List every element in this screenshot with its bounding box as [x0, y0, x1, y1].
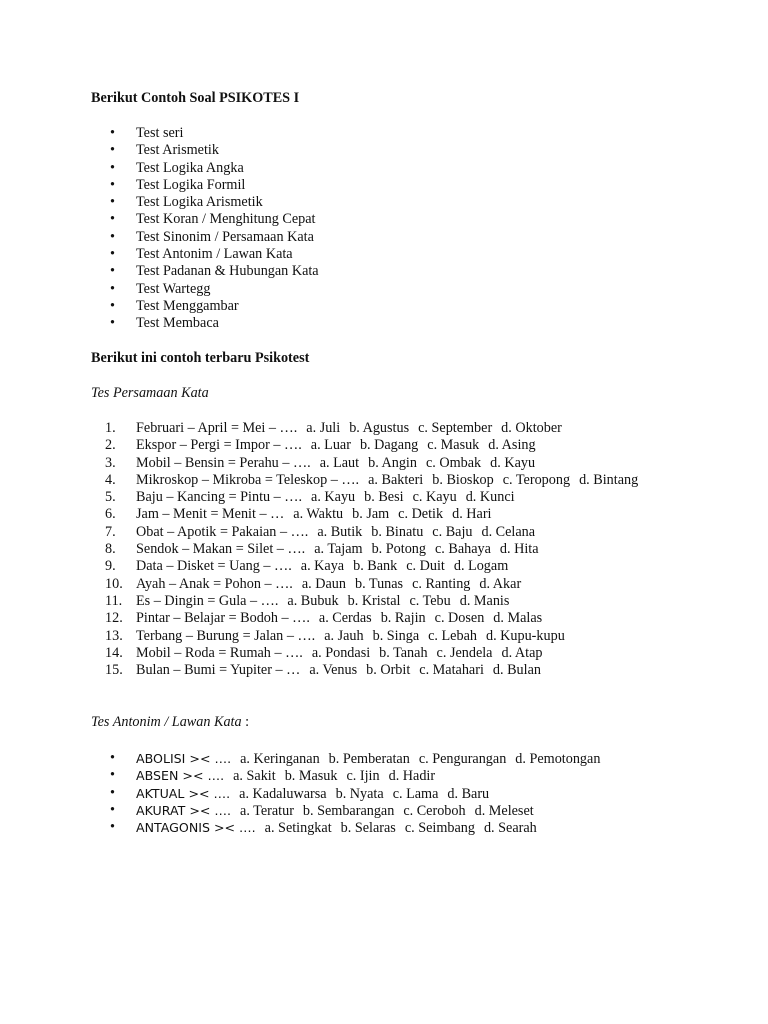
question-number: 1.: [105, 420, 116, 436]
answer-option: d. Atap: [501, 644, 543, 661]
question-text: Februari – April = Mei – ….: [136, 420, 298, 436]
answer-option: a. Butik: [317, 523, 363, 540]
question-item: [110, 767, 600, 784]
answer-option: b. Potong: [371, 541, 426, 558]
answer-option: c. Ranting: [412, 575, 471, 592]
question-word: ABSEN >< ….: [136, 768, 225, 784]
question-text: Jam – Menit = Menit – …: [136, 506, 285, 523]
answer-option: c. Bahaya: [434, 541, 491, 558]
question-item: [105, 576, 645, 593]
question-number: 8.: [105, 541, 116, 558]
answer-option: d. Bulan: [492, 662, 541, 679]
question-item: [105, 437, 645, 454]
heading-contoh-soal: Berikut Contoh Soal PSIKOTES I: [91, 90, 300, 106]
answer-option: a. Venus: [309, 662, 358, 679]
answer-option: d. Kupu-kupu: [485, 627, 565, 644]
question-number: 6.: [105, 506, 116, 523]
answer-option: c. Detik: [398, 506, 444, 523]
test-type-list: [110, 125, 319, 333]
answer-option: d. Bintang: [579, 471, 639, 488]
answer-option: b. Bioskop: [432, 471, 494, 488]
section-title-antonim-text: Tes Antonim / Lawan Kata: [91, 714, 242, 730]
list-item: • Test Membaca: [110, 315, 319, 332]
question-word: ABOLISI >< ….: [136, 751, 232, 766]
question-text: Terbang – Burung = Jalan – ….: [136, 627, 316, 644]
antonim-question-list: [110, 750, 600, 836]
answer-option: a. Jauh: [324, 627, 364, 644]
answer-option: d. Hari: [452, 506, 492, 523]
question-item: [105, 455, 645, 472]
answer-option: a. Sakit: [233, 768, 276, 785]
answer-option: a. Cerdas: [318, 610, 372, 627]
answer-option: c. Dosen: [434, 610, 485, 627]
section-title-antonim: [91, 714, 249, 731]
answer-option: d. Manis: [459, 592, 510, 609]
answer-option: a. Juli: [306, 420, 341, 436]
question-number: 15.: [105, 662, 123, 679]
answer-option: b. Kristal: [347, 592, 401, 609]
list-item: • Test Antonim / Lawan Kata: [110, 246, 319, 263]
question-text: Obat – Apotik = Pakaian – ….: [136, 523, 309, 540]
question-number: 10.: [105, 575, 123, 592]
answer-option: c. September: [418, 420, 493, 436]
answer-option: d. Hita: [499, 541, 539, 558]
question-text: Mobil – Bensin = Perahu – ….: [136, 454, 311, 471]
answer-option: b. Jam: [352, 506, 390, 523]
answer-option: a. Kayu: [311, 489, 356, 506]
answer-option: d. Akar: [479, 575, 522, 592]
answer-option: d. Baru: [447, 785, 490, 802]
answer-option: d. Celana: [481, 523, 536, 540]
answer-option: c. Baju: [432, 523, 473, 540]
answer-option: b. Dagang: [359, 437, 419, 454]
answer-option: a. Tajam: [314, 541, 363, 558]
question-text: Data – Disket = Uang – ….: [136, 558, 292, 575]
answer-option: d. Malas: [493, 610, 543, 627]
question-word: ANTAGONIS >< ….: [136, 820, 256, 836]
answer-option: b. Tunas: [354, 575, 404, 592]
question-text: Sendok – Makan = Silet – ….: [136, 541, 306, 558]
question-number: 12.: [105, 610, 123, 627]
answer-option: a. Luar: [310, 437, 351, 454]
question-item: [110, 785, 600, 802]
answer-option: a. Bubuk: [287, 592, 339, 609]
answer-option: b. Agustus: [349, 420, 410, 436]
answer-option: d. Logam: [453, 558, 509, 575]
answer-option: d. Pemotongan: [515, 751, 601, 767]
answer-option: c. Duit: [406, 558, 445, 575]
list-item: • Test Padanan & Hubungan Kata: [110, 263, 319, 280]
question-word: AKTUAL >< ….: [136, 785, 231, 801]
answer-option: b. Binatu: [371, 523, 424, 540]
question-text: Bulan – Bumi = Yupiter – …: [136, 662, 301, 679]
answer-option: b. Selaras: [340, 820, 396, 837]
list-item: • Test Arismetik: [110, 142, 319, 159]
question-item: [105, 472, 645, 489]
question-number: 9.: [105, 558, 116, 575]
answer-option: a. Pondasi: [311, 644, 371, 661]
answer-option: c. Lama: [392, 785, 439, 802]
answer-option: c. Teropong: [502, 471, 571, 488]
answer-option: b. Sembarangan: [302, 802, 395, 819]
question-item: [105, 489, 645, 506]
section-title-antonim-suffix: :: [241, 714, 250, 730]
answer-option: d. Searah: [483, 820, 537, 837]
list-item: • Test Logika Angka: [110, 160, 319, 177]
answer-option: d. Meleset: [474, 802, 534, 819]
heading-contoh-terbaru: Berikut ini contoh terbaru Psikotest: [91, 350, 310, 366]
answer-option: d. Kunci: [465, 489, 515, 506]
question-text: Mobil – Roda = Rumah – ….: [136, 644, 303, 661]
answer-option: a. Daun: [301, 575, 346, 592]
answer-option: a. Setingkat: [264, 820, 332, 837]
answer-option: b. Orbit: [366, 662, 411, 679]
question-item: [105, 593, 645, 610]
section-title-persamaan: Tes Persamaan Kata: [91, 385, 209, 401]
answer-option: d. Oktober: [501, 420, 562, 436]
answer-option: b. Pemberatan: [328, 751, 410, 767]
answer-option: c. Matahari: [419, 662, 484, 679]
question-text: Pintar – Belajar = Bodoh – ….: [136, 610, 310, 627]
answer-option: a. Laut: [319, 454, 360, 471]
answer-option: a. Keringanan: [240, 751, 320, 767]
answer-option: d. Asing: [488, 437, 536, 454]
answer-option: a. Bakteri: [368, 471, 424, 488]
answer-option: c. Seimbang: [404, 820, 475, 837]
answer-option: d. Hadir: [388, 768, 436, 785]
answer-option: c. Tebu: [409, 592, 451, 609]
list-item: • Test Koran / Menghitung Cepat: [110, 211, 319, 228]
persamaan-question-list: [105, 420, 645, 679]
question-number: 7.: [105, 523, 116, 540]
question-number: 2.: [105, 437, 116, 454]
question-text: Es – Dingin = Gula – ….: [136, 592, 279, 609]
question-word: AKURAT >< ….: [136, 802, 232, 818]
answer-option: c. Kayu: [412, 489, 457, 506]
answer-option: b. Angin: [368, 454, 417, 471]
question-number: 5.: [105, 489, 116, 506]
question-item: [105, 610, 645, 627]
question-item: [110, 802, 600, 819]
list-item: • Test Wartegg: [110, 281, 319, 298]
answer-option: b. Masuk: [284, 768, 338, 785]
list-item: • Test Menggambar: [110, 298, 319, 315]
answer-option: c. Masuk: [427, 437, 480, 454]
question-text: Mikroskop – Mikroba = Teleskop – ….: [136, 471, 360, 488]
answer-option: d. Kayu: [490, 454, 536, 471]
answer-option: a. Waktu: [293, 506, 344, 523]
question-text: Ayah – Anak = Pohon – ….: [136, 575, 293, 592]
question-text: Ekspor – Pergi = Impor – ….: [136, 437, 302, 454]
answer-option: a. Kadaluwarsa: [239, 785, 327, 802]
list-item: • Test Logika Formil: [110, 177, 319, 194]
answer-option: c. Lebah: [428, 627, 477, 644]
question-number: 11.: [105, 592, 123, 609]
answer-option: b. Besi: [364, 489, 404, 506]
question-item: [105, 420, 645, 437]
question-number: 14.: [105, 644, 123, 661]
question-item: [105, 506, 645, 523]
answer-option: c. Ceroboh: [403, 802, 466, 819]
question-number: 13.: [105, 627, 123, 644]
question-item: [105, 662, 645, 679]
answer-option: b. Bank: [353, 558, 398, 575]
answer-option: b. Nyata: [335, 785, 384, 802]
answer-option: c. Ijin: [346, 768, 380, 785]
question-item: [110, 750, 600, 767]
answer-option: a. Kaya: [300, 558, 345, 575]
question-item: [105, 558, 645, 575]
list-item: • Test Logika Arismetik: [110, 194, 319, 211]
question-item: [105, 524, 645, 541]
question-item: [105, 628, 645, 645]
question-number: 4.: [105, 471, 116, 488]
list-item: • Test seri: [110, 125, 319, 142]
answer-option: a. Teratur: [240, 802, 294, 819]
answer-option: b. Rajin: [380, 610, 426, 627]
answer-option: c. Ombak: [425, 454, 482, 471]
question-item: [105, 541, 645, 558]
question-item: [105, 645, 645, 662]
question-item: [110, 819, 600, 836]
answer-option: b. Singa: [372, 627, 420, 644]
answer-option: b. Tanah: [379, 644, 428, 661]
list-item: • Test Sinonim / Persamaan Kata: [110, 229, 319, 246]
question-text: Baju – Kancing = Pintu – ….: [136, 489, 303, 506]
answer-option: c. Pengurangan: [418, 751, 507, 767]
answer-option: c. Jendela: [436, 644, 493, 661]
question-number: 3.: [105, 454, 116, 471]
